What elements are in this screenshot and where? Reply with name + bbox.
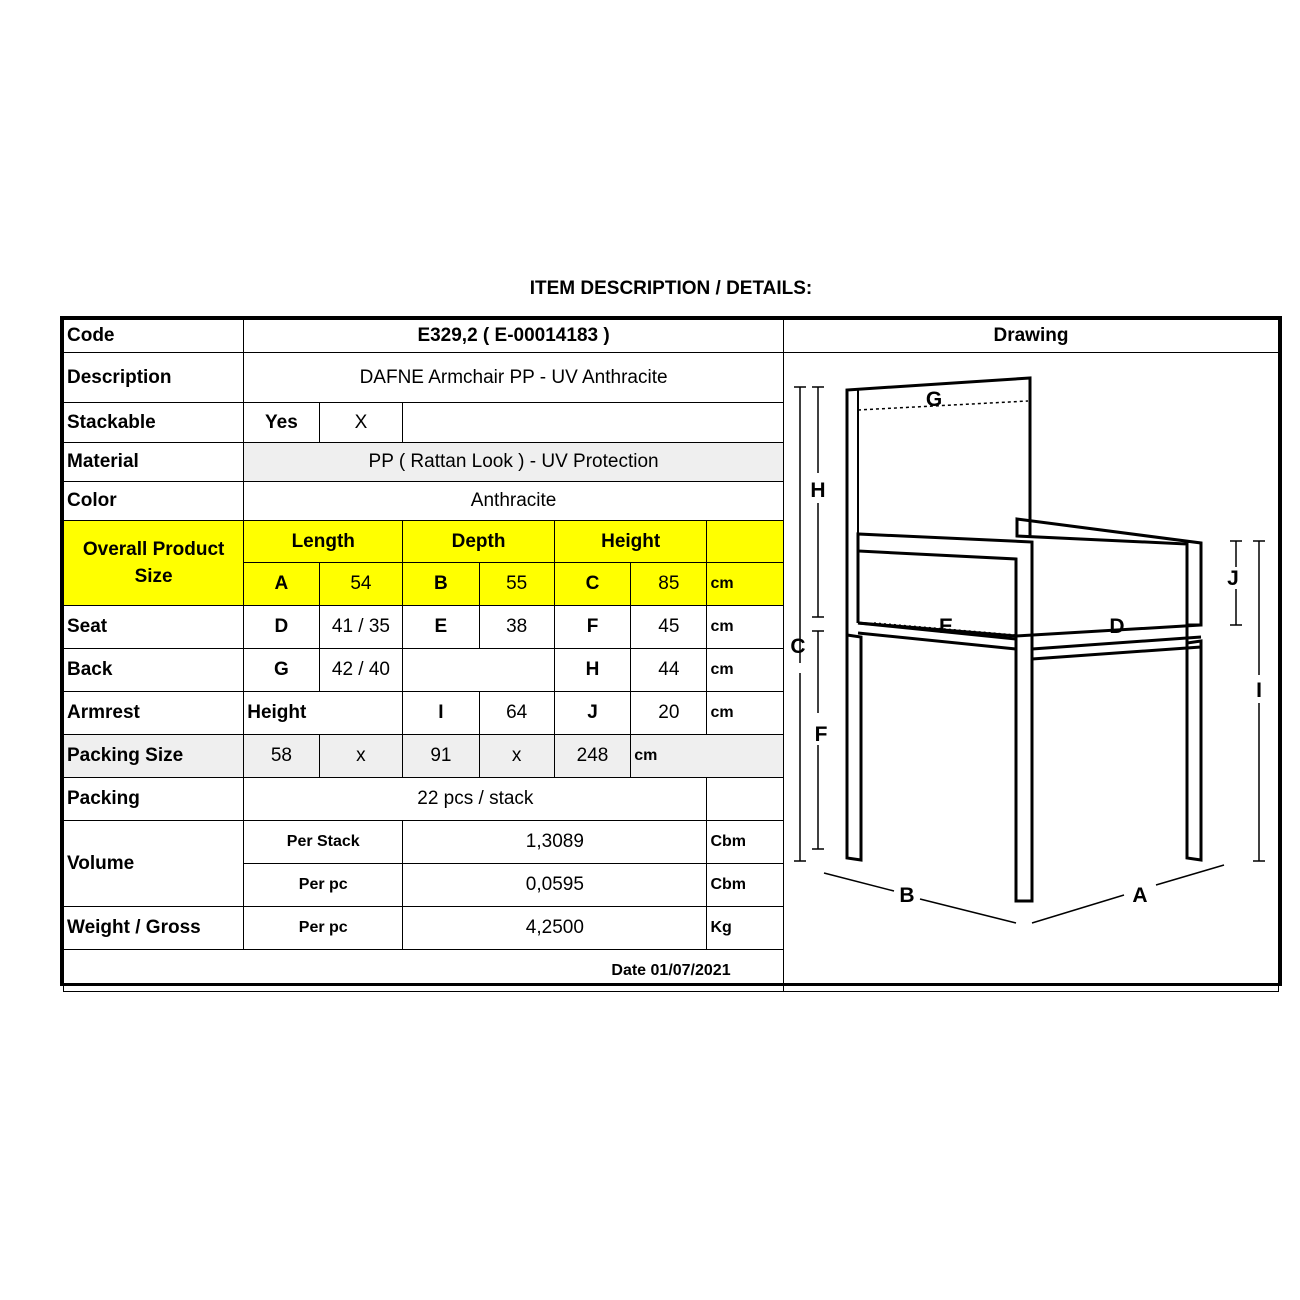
packing-size-x2: x xyxy=(479,735,554,778)
overall-unit: cm xyxy=(707,563,783,606)
drawing-letter-h: H xyxy=(810,479,826,502)
overall-height: Height xyxy=(554,521,707,563)
packing-size-unit: cm xyxy=(631,735,784,778)
overall-b-value: 55 xyxy=(479,563,554,606)
back-h-value: 44 xyxy=(631,649,707,692)
packing-size-label: Packing Size xyxy=(64,735,244,778)
seat-d: D xyxy=(244,606,319,649)
overall-c-value: 85 xyxy=(631,563,707,606)
drawing-cell xyxy=(783,353,1278,992)
overall-empty xyxy=(707,521,783,563)
overall-c: C xyxy=(554,563,630,606)
back-label: Back xyxy=(64,649,244,692)
seat-label: Seat xyxy=(64,606,244,649)
overall-a: A xyxy=(244,563,319,606)
packing-size-width: 58 xyxy=(244,735,319,778)
seat-e-value: 38 xyxy=(479,606,554,649)
volume-per-pc-value: 0,0595 xyxy=(403,864,707,907)
drawing-letter-f: F xyxy=(814,723,828,746)
material-value: PP ( Rattan Look ) - UV Protection xyxy=(244,443,784,482)
seat-e: E xyxy=(403,606,479,649)
back-g: G xyxy=(244,649,319,692)
armrest-unit: cm xyxy=(707,692,783,735)
overall-depth: Depth xyxy=(403,521,555,563)
back-empty xyxy=(403,649,555,692)
packing-size-depth: 91 xyxy=(403,735,479,778)
weight-label: Weight / Gross xyxy=(64,907,244,950)
armrest-i-value: 64 xyxy=(479,692,554,735)
stackable-mark: X xyxy=(319,403,403,443)
packing-empty xyxy=(707,778,783,821)
packing-size-height: 248 xyxy=(554,735,630,778)
color-value: Anthracite xyxy=(244,482,784,521)
description-label: Description xyxy=(64,353,244,403)
back-h: H xyxy=(554,649,630,692)
volume-per-pc-label: Per pc xyxy=(244,864,403,907)
armrest-i: I xyxy=(403,692,479,735)
armrest-j: J xyxy=(554,692,630,735)
spec-table xyxy=(63,319,1279,992)
back-unit: cm xyxy=(707,649,783,692)
weight-value: 4,2500 xyxy=(403,907,707,950)
code-label: Code xyxy=(64,320,244,353)
volume-per-pc-unit: Cbm xyxy=(707,864,783,907)
weight-per-pc-label: Per pc xyxy=(244,907,403,950)
stackable-yes: Yes xyxy=(244,403,319,443)
drawing-letter-j: J xyxy=(1227,567,1239,590)
drawing-letter-g: G xyxy=(925,388,943,411)
volume-label: Volume xyxy=(64,821,244,907)
overall-a-value: 54 xyxy=(319,563,403,606)
description-value: DAFNE Armchair PP - UV Anthracite xyxy=(244,353,784,403)
page-title: ITEM DESCRIPTION / DETAILS: xyxy=(529,278,813,299)
drawing-letter-a: A xyxy=(1132,884,1148,907)
drawing-letter-b: B xyxy=(899,884,915,907)
stackable-empty xyxy=(403,403,784,443)
drawing-letter-c: C xyxy=(790,635,806,658)
chair-drawing xyxy=(784,353,1278,948)
spec-sheet xyxy=(60,316,1282,986)
packing-size-x1: x xyxy=(319,735,403,778)
overall-label: Overall Product Size xyxy=(64,521,244,606)
packing-value: 22 pcs / stack xyxy=(244,778,707,821)
volume-per-stack-unit: Cbm xyxy=(707,821,783,864)
seat-d-value: 41 / 35 xyxy=(319,606,403,649)
seat-f-value: 45 xyxy=(631,606,707,649)
code-value: E329,2 ( E-00014183 ) xyxy=(244,320,784,353)
date-footer: Date 01/07/2021 xyxy=(64,950,1279,992)
overall-b: B xyxy=(403,563,479,606)
packing-label: Packing xyxy=(64,778,244,821)
color-label: Color xyxy=(64,482,244,521)
weight-unit: Kg xyxy=(707,907,783,950)
drawing-letter-e: E xyxy=(938,615,953,638)
drawing-letter-d: D xyxy=(1109,615,1125,638)
armrest-label: Armrest xyxy=(64,692,244,735)
stackable-label: Stackable xyxy=(64,403,244,443)
material-label: Material xyxy=(64,443,244,482)
drawing-label: Drawing xyxy=(783,320,1278,353)
armrest-j-value: 20 xyxy=(631,692,707,735)
armrest-height: Height xyxy=(244,692,403,735)
seat-unit: cm xyxy=(707,606,783,649)
overall-length: Length xyxy=(244,521,403,563)
volume-per-stack-label: Per Stack xyxy=(244,821,403,864)
back-g-value: 42 / 40 xyxy=(319,649,403,692)
seat-f: F xyxy=(554,606,630,649)
volume-per-stack-value: 1,3089 xyxy=(403,821,707,864)
drawing-letter-i: I xyxy=(1256,679,1262,702)
